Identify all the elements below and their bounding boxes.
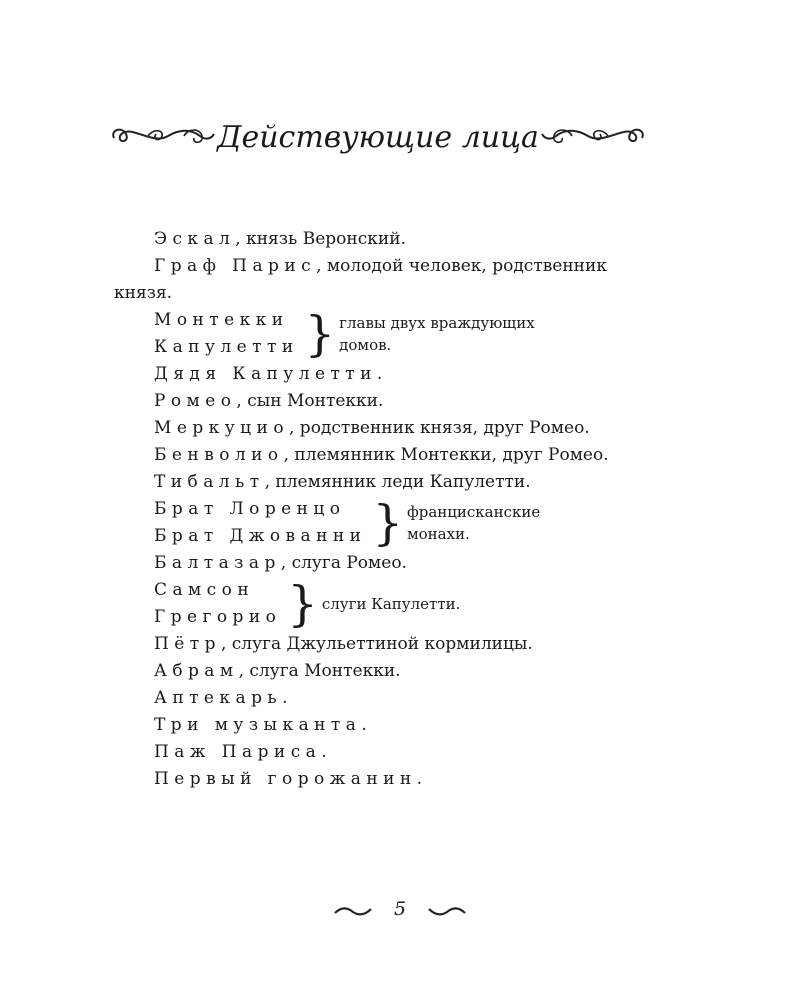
character-entry [114,442,614,469]
character-name: Пётр [154,634,221,654]
page-footer [0,898,800,920]
character-entry [114,766,614,793]
group-note: слуги Капулетти. [321,595,461,613]
right-flourish-icon [538,116,648,152]
character-description: , сын Монтекки. [236,391,384,411]
brace-icon: } [304,306,336,362]
group-note: главы двух враждующих домов. [339,314,535,354]
character-name: Брат Лоренцо [154,499,346,519]
character-description: , родственник князя, друг Ромео. [289,418,590,438]
character-entry [114,550,614,577]
page-number: 5 [393,898,407,920]
character-description: , племянник леди Капулетти. [264,472,531,492]
character-name: Меркуцио [154,418,289,438]
character-description: , племянник Монтекки, друг Ромео. [283,445,609,465]
character-description: , князь Веронский. [235,229,406,249]
character-entry [114,361,614,388]
character-entry [114,415,614,442]
left-swash-icon [333,903,373,919]
character-name: Монтекки [154,310,289,330]
character-description: , молодой человек, родственник князя. [114,256,607,303]
brace-icon: } [372,495,403,551]
right-swash-icon [427,903,467,919]
character-name: Дядя Капулетти. [154,364,388,384]
character-entry [114,469,614,496]
character-description: , слуга Ромео. [280,553,407,573]
character-description: , слуга Монтекки. [238,661,401,681]
group-note: францисканские монахи. [406,503,541,543]
character-entry [114,253,614,307]
character-name: Граф Парис [154,256,317,276]
character-name: Первый горожанин. [154,769,428,789]
character-entry [114,712,614,739]
character-description: , слуга Джульеттиной кормилицы. [220,634,533,654]
character-name: Брат Джованни [154,526,367,546]
character-group [114,577,614,631]
character-name: Эскал [154,229,236,249]
character-name: Самсон [154,580,255,600]
character-name: Три музыканта. [154,715,373,735]
character-name: Ромео [154,391,237,411]
character-name: Грегорио [154,607,282,627]
character-name: Капулетти [154,337,299,357]
character-entry [114,226,614,253]
character-entry [114,685,614,712]
character-name: Бенволио [154,445,284,465]
character-name: Балтазар [154,553,281,573]
brace-icon: } [287,576,318,632]
character-name: Тибальт [154,472,265,492]
character-entry [114,739,614,766]
character-name: Абрам [154,661,239,681]
character-entry [114,631,614,658]
chapter-header [108,116,648,164]
character-group [114,496,614,550]
chapter-title: Действующие лица [217,120,539,155]
character-entry [114,658,614,685]
character-entry [114,388,614,415]
character-list [114,226,614,793]
character-name: Паж Париса. [154,742,333,762]
character-name: Аптекарь. [154,688,293,708]
character-group [114,307,614,361]
